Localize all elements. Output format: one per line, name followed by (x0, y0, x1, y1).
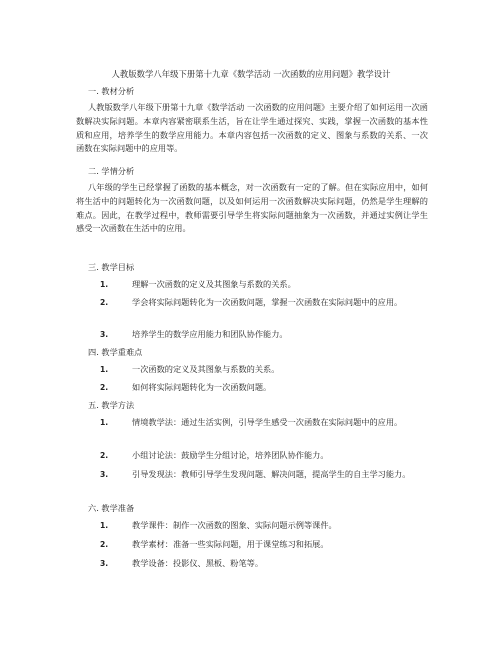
list-item-text: 一次函数的定义及其图象与系数的关系。 (132, 364, 280, 374)
section-heading-teaching-methods: 五. 教学方法 (88, 400, 135, 410)
list-item-number: 2. (100, 540, 109, 549)
list-item-number: 3. (100, 470, 109, 479)
list-item-number: 2. (100, 298, 109, 307)
list-item-text: 学会将实际问题转化为一次函数问题，掌握一次函数在实际问题中的应用。 (132, 297, 403, 307)
list-item-text: 理解一次函数的定义及其图象与系数的关系。 (132, 279, 296, 289)
list-item-text: 情境教学法：通过生活实例，引导学生感受一次函数在实际问题中的应用。 (132, 417, 403, 427)
list-item (76, 538, 428, 552)
list-item-number: 3. (100, 330, 109, 339)
list-item (76, 363, 428, 377)
list-item-text: 引导发现法：教师引导学生发现问题、解决问题，提高学生的自主学习能力。 (132, 469, 411, 479)
section-heading-key-difficult-points: 四. 教学重难点 (88, 347, 143, 357)
list-item (76, 449, 428, 463)
section-heading-teaching-preparation: 六. 教学准备 (88, 503, 135, 513)
section-heading-teaching-goals: 三. 教学目标 (88, 262, 135, 272)
list-item-number: 1. (100, 365, 109, 374)
list-item (76, 468, 428, 482)
list-item-text: 教学设备：投影仪、黑板、粉笔等。 (132, 558, 264, 568)
list-item (76, 381, 428, 395)
list-item (76, 278, 428, 292)
list-item-text: 教学素材：准备一些实际问题，用于课堂练习和拓展。 (132, 539, 329, 549)
list-item (76, 416, 428, 430)
list-item-text: 教学课件：制作一次函数的图象、实际问题示例等课件。 (132, 520, 337, 530)
list-item (76, 296, 428, 310)
list-item (76, 519, 428, 533)
list-item-text: 如何将实际问题转化为一次函数问题。 (132, 382, 272, 392)
list-item-number: 1. (100, 521, 109, 530)
list-item (76, 328, 428, 342)
section-heading-student-analysis: 二. 学情分析 (88, 166, 135, 176)
list-item-number: 2. (100, 451, 109, 460)
section-heading-textbook-analysis: 一. 教材分析 (88, 86, 135, 96)
list-item (76, 557, 428, 571)
list-item-text: 培养学生的数学应用能力和团队协作能力。 (132, 329, 288, 339)
list-item-text: 小组讨论法：鼓励学生分组讨论，培养团队协作能力。 (132, 450, 329, 460)
list-item-number: 1. (100, 418, 109, 427)
list-item-number: 2. (100, 383, 109, 392)
section-paragraph-student-analysis: 八年级的学生已经掌握了函数的基本概念，对一次函数有一定的了解。但在实际应用中，如何将生活中的问题转化为一次函数问题，以及如何运用一次函数解决实际问题，仍然是学生理解的难点。因此，在教学过程中，教师需要引导学生将实际问题抽象为一次函数，并通过实例让学生感受一次函数在生活中的应用。 (76, 182, 428, 234)
list-item-number: 1. (100, 280, 109, 289)
section-paragraph-textbook-analysis: 人教版数学八年级下册第十九章《数学活动 一次函数的应用问题》主要介绍了如何运用一次函数解决实际问题。本章内容紧密联系生活，旨在让学生通过探究、实践，掌握一次函数的基本性质和应用，培养学生的数学应用能力。本章内容包括一次函数的定义、图象与系数的关系、一次函数在实际问题中的应用等。 (76, 102, 428, 154)
document-title: 人教版数学八年级下册第十九章《数学活动 一次函数的应用问题》教学设计 (111, 69, 391, 79)
list-item-number: 3. (100, 559, 109, 568)
